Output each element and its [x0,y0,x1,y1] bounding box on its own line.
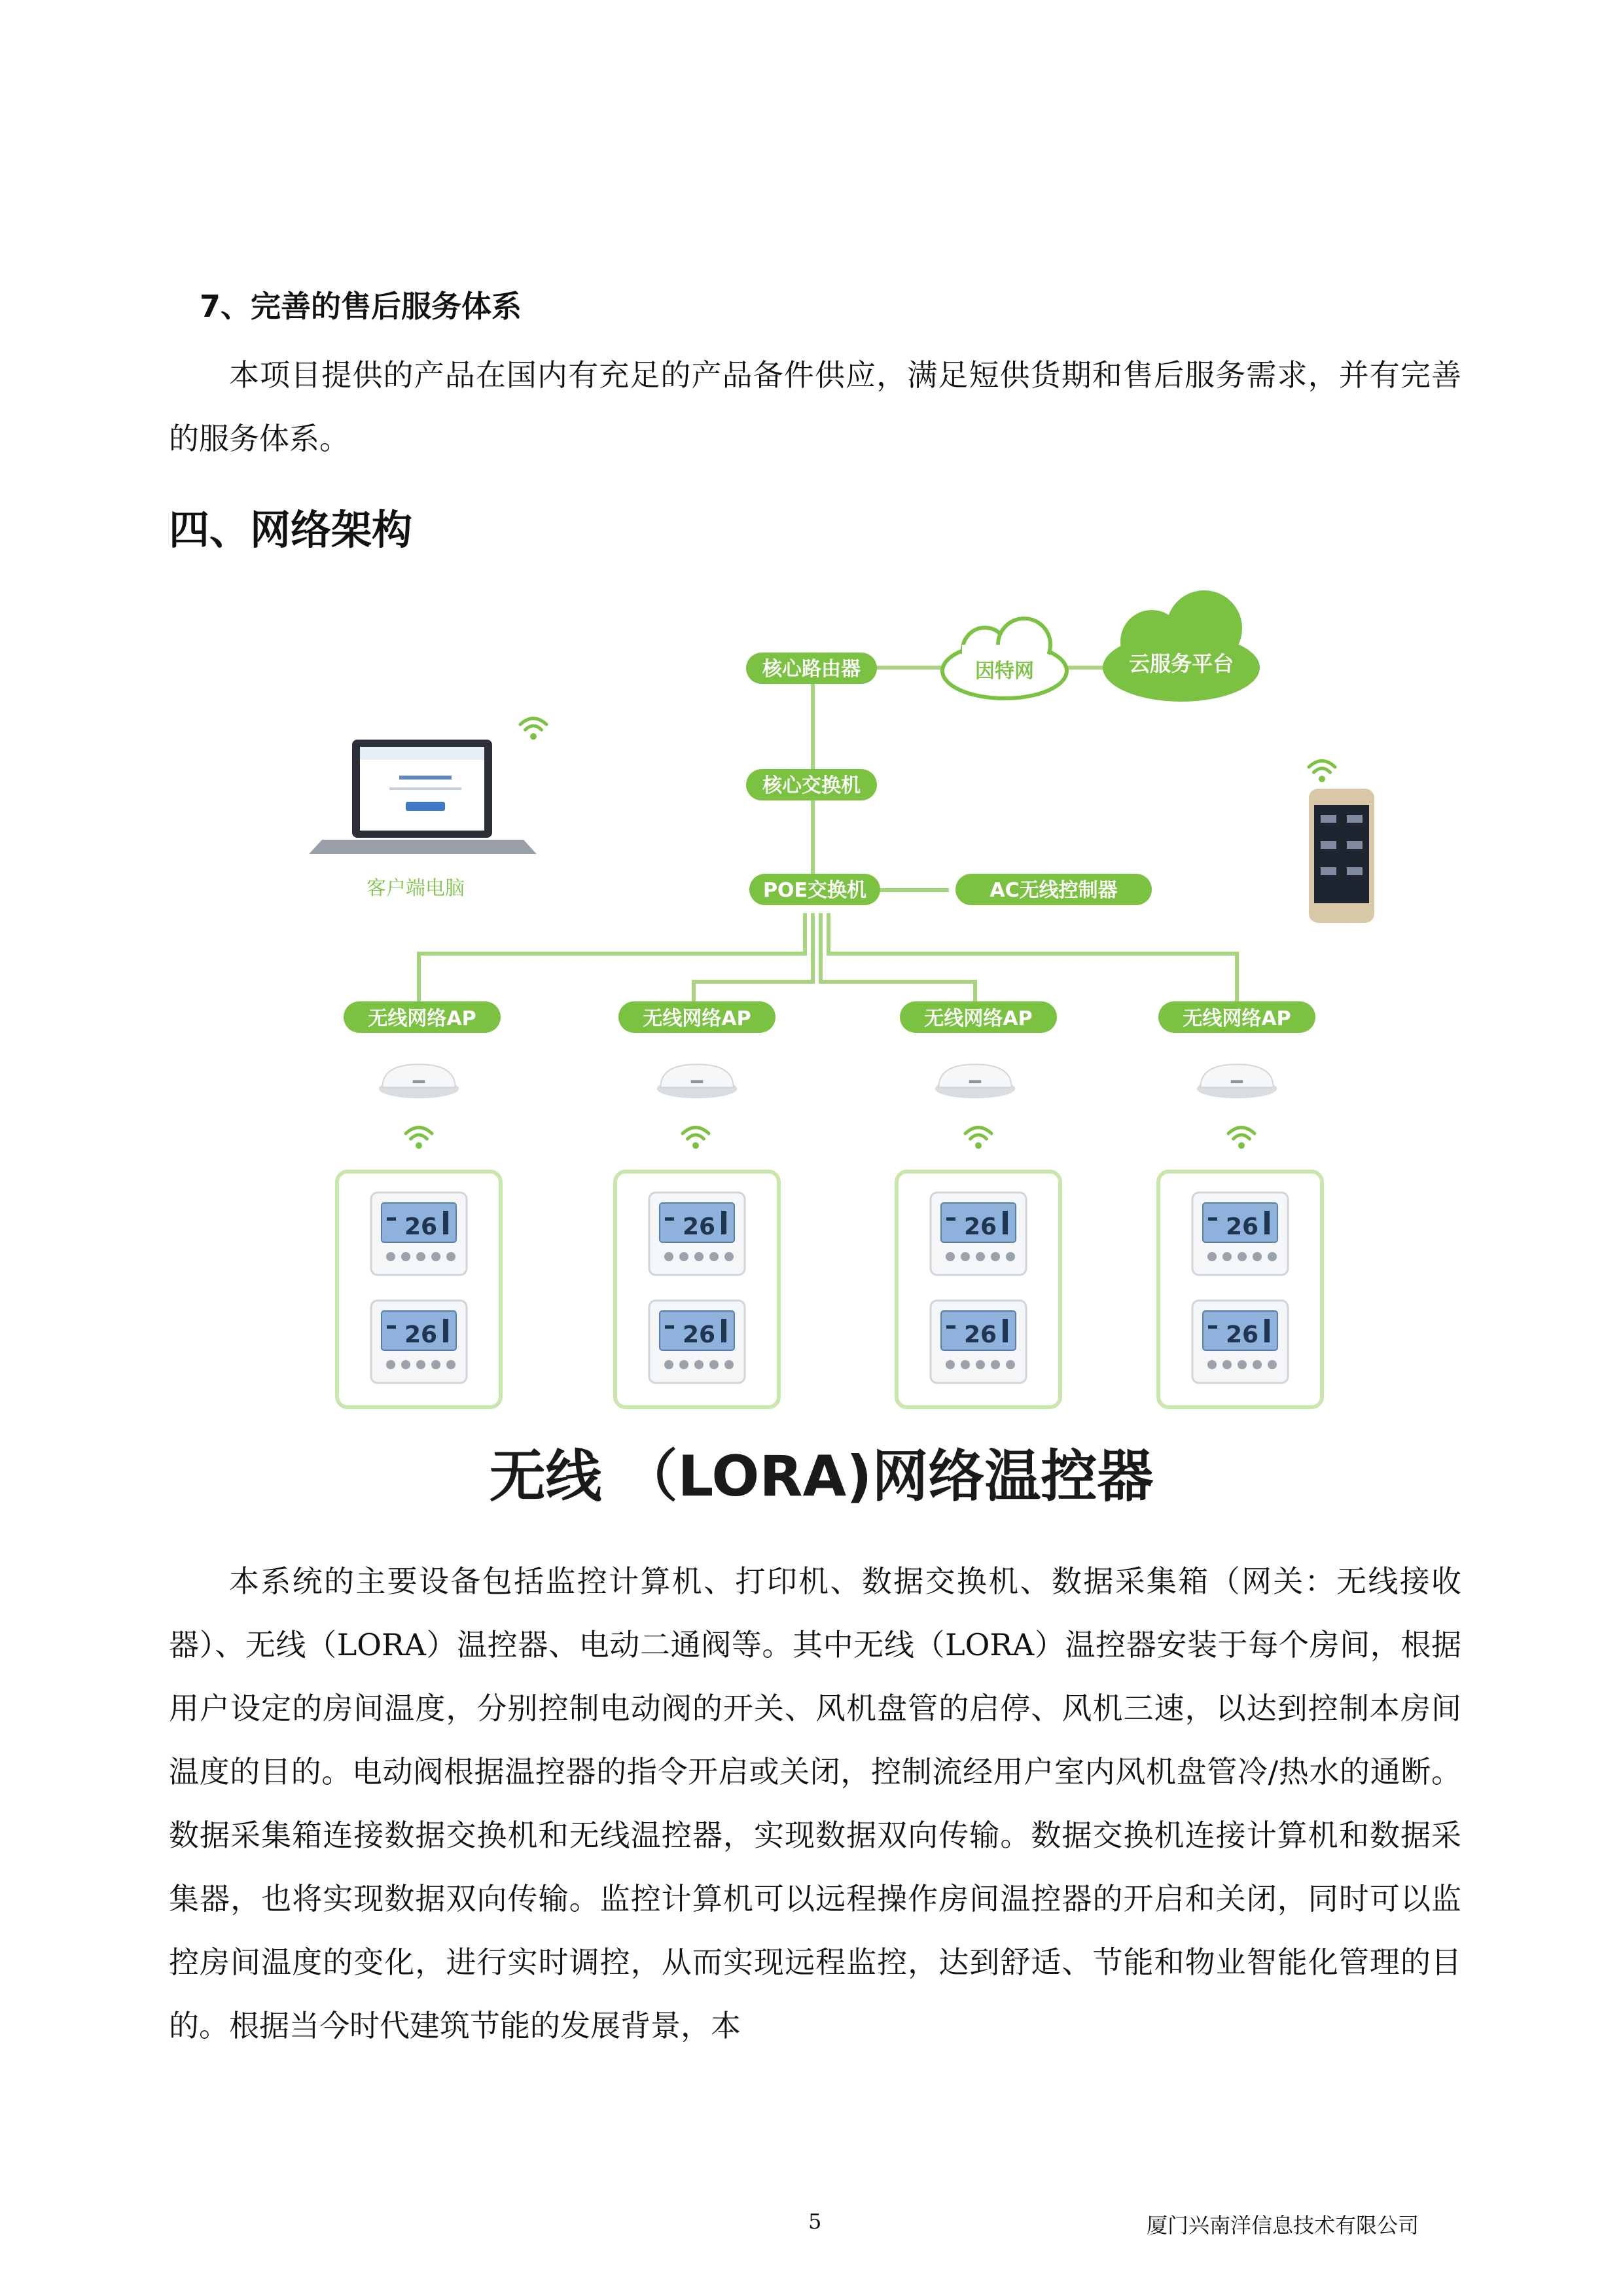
ap-wifi-icon [1228,1128,1255,1149]
network-diagram [203,579,1440,1528]
ap-wifi-icon [965,1128,991,1149]
ap-label: 无线网络AP [368,1007,476,1030]
connection-lines [419,668,1237,1005]
ap-label: 无线网络AP [924,1007,1033,1030]
diagram-caption: 无线 （LORA)网络温控器 [489,1444,1154,1509]
footer-company: 厦门兴南洋信息技术有限公司 [1147,2213,1419,2238]
poe-switch-label: POE交换机 [763,879,866,902]
laptop-icon [309,740,537,854]
internet-cloud-icon [942,619,1067,698]
cloud-platform-label: 云服务平台 [1128,651,1234,676]
ac-controller-label: AC无线控制器 [990,879,1118,902]
section-7-heading: 7、完善的售后服务体系 [200,289,522,324]
thermostat-device [649,1193,745,1275]
page-number: 5 [808,2209,822,2234]
access-point-device [379,1064,459,1098]
client-pc-label: 客户端电脑 [366,877,465,900]
smartphone-icon [1309,789,1374,923]
access-point-device [657,1064,738,1098]
thermostat-device [1192,1193,1288,1275]
ap-label: 无线网络AP [643,1007,751,1030]
access-point-device [1197,1064,1277,1098]
thermostat-device [931,1193,1026,1275]
service-paragraph: 本项目提供的产品在国内有充足的产品备件供应，满足短供货期和售后服务需求，并有完善的服务体系。 [169,357,1461,456]
ap-label: 无线网络AP [1183,1007,1291,1030]
core-router-label: 核心路由器 [762,658,861,681]
thermostat-device [371,1300,467,1383]
ap-wifi-icon [683,1128,709,1149]
network-architecture-figure [203,579,1440,1528]
phone-wifi-icon [1309,761,1335,783]
laptop-wifi-icon [520,719,546,740]
thermostat-device [649,1300,745,1383]
ap-wifi-icon [406,1128,432,1149]
cloud-platform-icon [1103,590,1260,702]
access-point-device [935,1064,1016,1098]
thermostat-device [931,1300,1026,1383]
internet-label: 因特网 [975,660,1034,683]
thermostat-device [371,1193,467,1275]
core-switch-label: 核心交换机 [762,774,861,797]
system-description-paragraph: 本系统的主要设备包括监控计算机、打印机、数据交换机、数据采集箱（网关：无线接收器）、无线（LORA）温控器、电动二通阀等。其中无线（LORA）温控器安装于每个房间，根据用户设定的房间温度，分别控制电动阀的开关、风机盘管的启停、风机三速，以达到控制本房间温度的目的。电动阀根据温控器的指令开启或关闭，控制流经用户室内风机盘管冷/热水的通断。数据采集箱连接数据交换机和无线温控器，实现数据双向传输。数据交换机连接计算机和数据采集器，也将实现数据双向传输。监控计算机可以远程操作房间温控器的开启和关闭，同时可以监控房间温度的变化，进行实时调控，从而实现远程监控，达到舒适、节能和物业智能化管理的目的。根据当今时代建筑节能的发展背景，本 [169,1564,1461,2043]
chapter-heading: 四、网络架构 [169,506,413,554]
thermostat-device [1192,1300,1288,1383]
